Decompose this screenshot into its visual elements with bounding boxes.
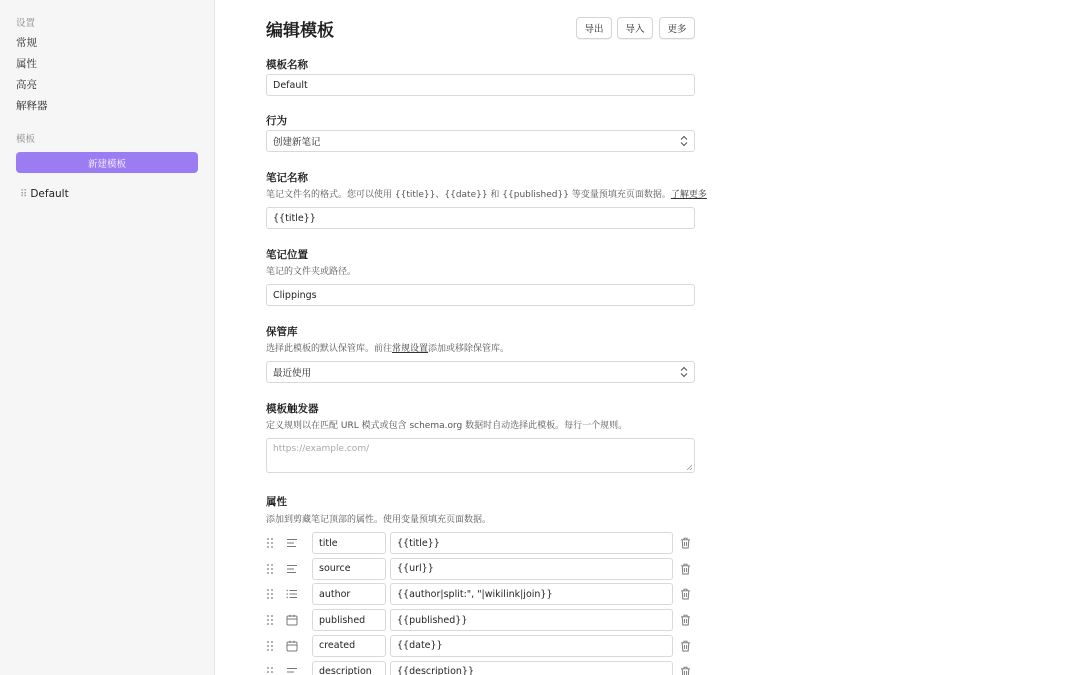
- property-value: {{author|split:", "|wikilink|join}}: [397, 588, 553, 600]
- vault-desc-after: 添加或移除保管库。: [428, 344, 510, 354]
- property-value: {{url}}: [397, 563, 434, 575]
- trash-icon[interactable]: [680, 614, 691, 626]
- property-row: [266, 609, 695, 631]
- property-name: title: [319, 537, 338, 549]
- vault-description: [266, 341, 509, 354]
- export-button[interactable]: 导出: [576, 17, 612, 39]
- note-location-input[interactable]: [266, 284, 695, 306]
- template-name-label: 模板名称: [266, 59, 308, 71]
- template-item-label: Default: [30, 188, 69, 200]
- note-location-value: Clippings: [273, 289, 317, 301]
- text-icon[interactable]: [286, 563, 298, 575]
- trash-icon[interactable]: [680, 537, 691, 549]
- learn-more-link[interactable]: 了解更多: [670, 190, 707, 200]
- property-value-input[interactable]: [390, 661, 673, 675]
- property-name-input[interactable]: [312, 635, 386, 657]
- property-row: [266, 635, 695, 657]
- properties-label: 属性: [266, 496, 287, 508]
- property-value-input[interactable]: [390, 609, 673, 631]
- property-value: {{date}}: [397, 640, 443, 652]
- note-location-label: 笔记位置: [266, 249, 308, 261]
- trash-icon[interactable]: [680, 588, 691, 600]
- property-row: [266, 661, 695, 675]
- template-triggers-textarea[interactable]: [266, 438, 695, 473]
- calendar-icon[interactable]: [286, 640, 298, 652]
- trash-icon[interactable]: [680, 666, 691, 675]
- more-button[interactable]: 更多: [659, 17, 695, 39]
- trash-icon[interactable]: [680, 640, 691, 652]
- settings-section-header: 设置: [16, 18, 36, 29]
- drag-handle-icon[interactable]: [266, 614, 274, 626]
- list-icon[interactable]: [286, 588, 298, 600]
- sidebar-item-general[interactable]: 常规: [16, 37, 37, 49]
- drag-handle-icon[interactable]: [266, 640, 274, 652]
- triggers-placeholder: https://example.com/: [273, 444, 370, 454]
- note-name-label: 笔记名称: [266, 172, 308, 184]
- sidebar-item-highlights[interactable]: 高亮: [16, 79, 37, 91]
- vault-desc-before: 选择此模板的默认保管库。前往: [266, 344, 393, 354]
- property-name-input[interactable]: [312, 532, 386, 554]
- vault-label: 保管库: [266, 326, 298, 338]
- vault-select[interactable]: [266, 361, 695, 383]
- calendar-icon[interactable]: [286, 614, 298, 626]
- behavior-label: 行为: [266, 115, 287, 127]
- sidebar-item-interpreter[interactable]: 解释器: [16, 100, 48, 112]
- sidebar: [0, 0, 215, 675]
- property-name: source: [319, 563, 351, 575]
- property-name: description: [319, 666, 372, 675]
- drag-handle-icon[interactable]: [266, 537, 274, 549]
- resize-handle-icon[interactable]: [686, 464, 692, 470]
- template-name-value: Default: [273, 79, 308, 91]
- select-chevrons-icon: [680, 135, 688, 147]
- properties-description: 添加到剪藏笔记顶部的属性。使用变量预填充页面数据。: [266, 515, 492, 525]
- property-value-input[interactable]: [390, 558, 673, 580]
- property-row: [266, 583, 695, 605]
- property-value: {{published}}: [397, 614, 468, 626]
- property-row: [266, 558, 695, 580]
- note-name-value: {{title}}: [273, 212, 316, 224]
- drag-handle-icon[interactable]: [266, 588, 274, 600]
- behavior-value: 创建新笔记: [273, 137, 321, 148]
- behavior-select[interactable]: [266, 130, 695, 152]
- note-location-description: 笔记的文件夹或路径。: [266, 267, 357, 277]
- property-name-input[interactable]: [312, 661, 386, 675]
- trash-icon[interactable]: [680, 563, 691, 575]
- template-triggers-label: 模板触发器: [266, 403, 319, 415]
- new-template-button[interactable]: 新建模板: [16, 152, 198, 173]
- property-name: published: [319, 614, 366, 626]
- property-value-input[interactable]: [390, 583, 673, 605]
- property-value: {{description}}: [397, 666, 474, 675]
- note-name-desc-text: 笔记文件名的格式。您可以使用 {{title}}、{{date}} 和 {{published}} 等变量预填充页面数据。: [266, 190, 671, 200]
- import-button[interactable]: 导入: [617, 17, 653, 39]
- drag-handle-icon[interactable]: [266, 666, 274, 675]
- sidebar-item-template-default[interactable]: [20, 188, 69, 200]
- template-triggers-description: 定义规则以在匹配 URL 模式或包含 schema.org 数据时自动选择此模板。每行一个规则。: [266, 421, 628, 431]
- template-name-input[interactable]: [266, 74, 695, 96]
- drag-handle-icon[interactable]: [266, 563, 274, 575]
- property-name: author: [319, 588, 351, 600]
- sidebar-item-properties[interactable]: 属性: [16, 58, 37, 70]
- general-settings-link[interactable]: 常规设置: [392, 344, 429, 354]
- property-name-input[interactable]: [312, 583, 386, 605]
- templates-section-header: 模板: [16, 134, 36, 145]
- select-chevrons-icon: [680, 366, 688, 378]
- text-icon[interactable]: [286, 537, 298, 549]
- property-row: [266, 532, 695, 554]
- text-icon[interactable]: [286, 666, 298, 675]
- note-name-input[interactable]: [266, 207, 695, 229]
- vault-value: 最近使用: [273, 368, 312, 379]
- property-name-input[interactable]: [312, 609, 386, 631]
- property-name-input[interactable]: [312, 558, 386, 580]
- note-name-description: [266, 187, 707, 200]
- drag-handle-icon[interactable]: ⠿: [20, 188, 27, 200]
- property-name: created: [319, 640, 356, 652]
- page-title: 编辑模板: [266, 21, 334, 41]
- property-value-input[interactable]: [390, 635, 673, 657]
- property-value-input[interactable]: [390, 532, 673, 554]
- property-value: {{title}}: [397, 537, 440, 549]
